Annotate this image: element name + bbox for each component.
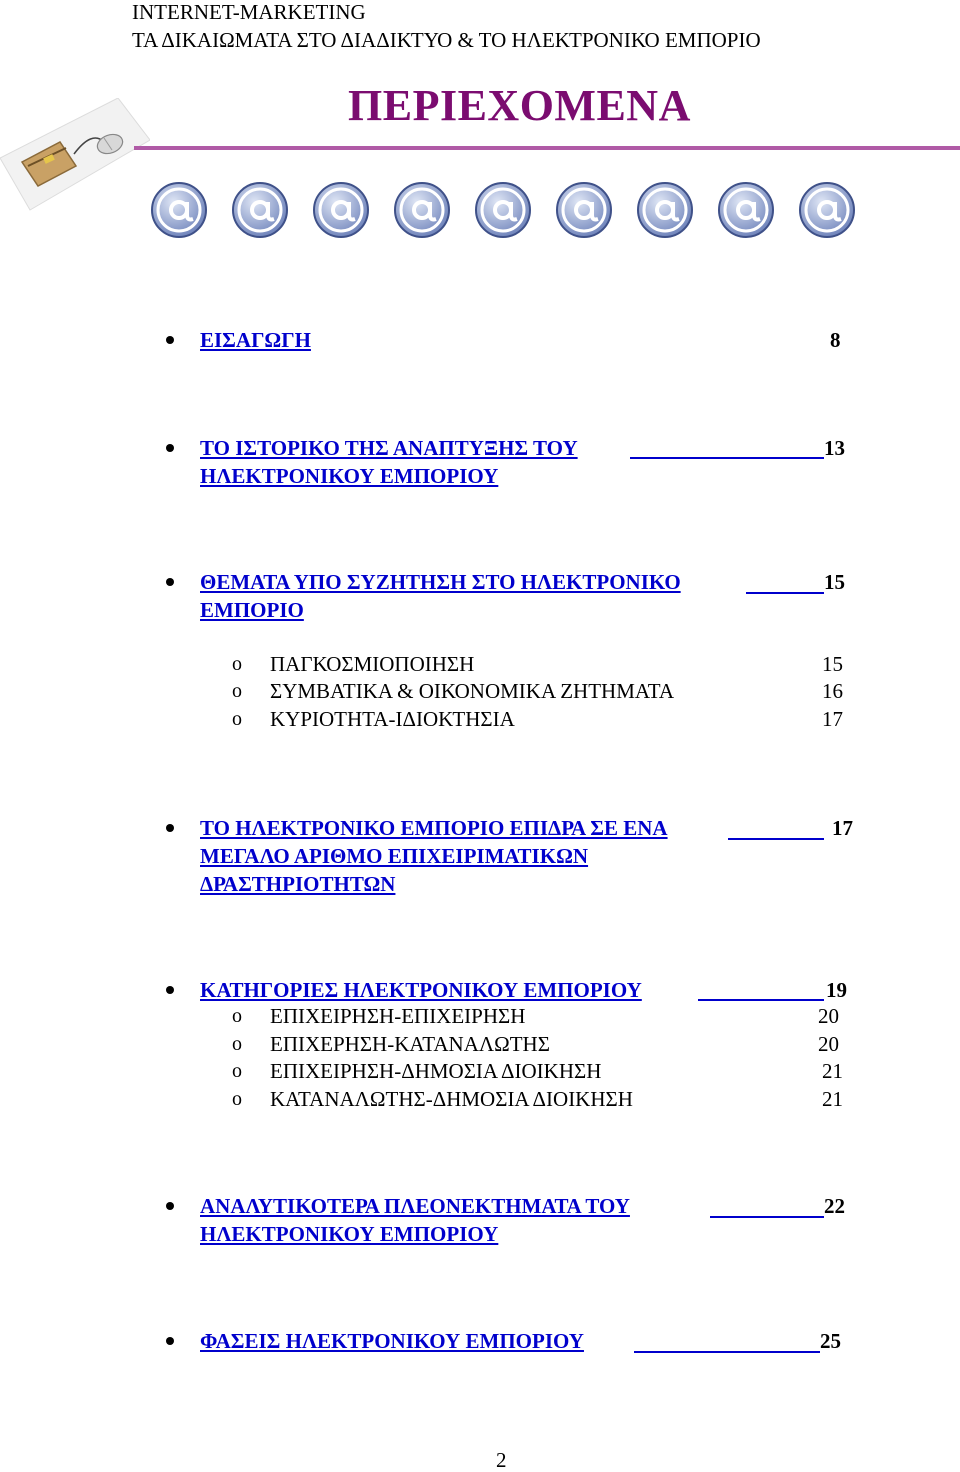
- toc-entry-impact[interactable]: [200, 814, 668, 842]
- at-sign-icon: [150, 181, 208, 239]
- mouse-trap-icon: [0, 98, 150, 213]
- toc-entry-label: ΕΙΣΑΓΩΓΗ: [200, 328, 311, 352]
- toc-subentry: ΣΥΜΒΑΤΙΚΑ & ΟΙΚΟΝΟΜΙΚΑ ΖΗΤΗΜΑΤΑ: [270, 679, 675, 703]
- toc-subentry-page: 15: [822, 652, 843, 676]
- toc-entry-phases[interactable]: [200, 1327, 584, 1355]
- toc-page-number: 17: [832, 816, 853, 840]
- at-sign-icon: [312, 181, 370, 239]
- toc-subentry-page: 21: [822, 1087, 843, 1111]
- at-sign-icon: [636, 181, 694, 239]
- toc-leader-line: [710, 1216, 824, 1218]
- toc-subentry-page: 17: [822, 707, 843, 731]
- page-title: ΠΕΡΙΕΧΟΜΕΝΑ: [348, 81, 691, 130]
- toc-bullet: [166, 824, 174, 832]
- toc-entry-categories[interactable]: [200, 976, 642, 1004]
- toc-entry-advantages[interactable]: [200, 1192, 630, 1220]
- toc-entry-advantages-continued[interactable]: [200, 1220, 498, 1248]
- at-sign-icon: [798, 181, 856, 239]
- at-sign-icon: [231, 181, 289, 239]
- at-icon-row: [150, 181, 856, 239]
- toc-subentry-page: 16: [822, 679, 843, 703]
- toc-page-number: 13: [824, 436, 845, 460]
- toc-bullet: [166, 336, 174, 344]
- toc-bullet: [166, 1337, 174, 1345]
- at-sign-icon: [717, 181, 775, 239]
- toc-entry-label: ΔΡΑΣΤΗΡΙΟΤΗΤΩΝ: [200, 872, 396, 896]
- toc-entry-history-continued[interactable]: [200, 462, 498, 490]
- at-sign-icon: [474, 181, 532, 239]
- toc-entry-label: ΚΑΤΗΓΟΡΙΕΣ ΗΛΕΚΤΡΟΝΙΚΟΥ ΕΜΠΟΡΙΟΥ: [200, 978, 642, 1002]
- toc-leader-line: [698, 999, 824, 1001]
- toc-entry-history[interactable]: [200, 434, 578, 462]
- toc-entry-label: ΜΕΓΑΛΟ ΑΡΙΘΜΟ ΕΠΙΧΕΙΡΙΜΑΤΙΚΩΝ: [200, 844, 589, 868]
- sub-bullet: o: [232, 1088, 242, 1110]
- toc-bullet: [166, 578, 174, 586]
- toc-entry-label: ΘΕΜΑΤΑ ΥΠΟ ΣΥΖΗΤΗΣΗ ΣΤΟ ΗΛΕΚΤΡΟΝΙΚΟ: [200, 570, 681, 594]
- at-sign-icon: [393, 181, 451, 239]
- toc-entry-label: ΗΛΕΚΤΡΟΝΙΚΟΥ ΕΜΠΟΡΙΟΥ: [200, 1222, 499, 1246]
- toc-entry-topics[interactable]: [200, 568, 681, 596]
- page-number: 2: [496, 1448, 507, 1472]
- sub-bullet: o: [232, 1005, 242, 1027]
- document-header-subtitle: ΤΑ ΔΙΚΑΙΩΜΑΤΑ ΣΤΟ ΔΙΑΔΙΚΤΥΟ & ΤΟ ΗΛΕΚΤΡΟΝΙΚΟ ΕΜΠΟΡΙΟ: [132, 28, 761, 52]
- toc-subentry: ΠΑΓΚΟΣΜΙΟΠΟΙΗΣΗ: [270, 652, 475, 676]
- toc-subentry: ΚΥΡΙΟΤΗΤΑ-ΙΔΙΟΚΤΗΣΙΑ: [270, 707, 515, 731]
- toc-bullet: [166, 444, 174, 452]
- toc-page-number: 8: [830, 328, 841, 352]
- toc-entry-label: ΦΑΣΕΙΣ ΗΛΕΚΤΡΟΝΙΚΟΥ ΕΜΠΟΡΙΟΥ: [200, 1329, 584, 1353]
- toc-leader-line: [746, 592, 824, 594]
- toc-page-number: 15: [824, 570, 845, 594]
- toc-subentry: ΕΠΙΧΕΙΡΗΣΗ-ΔΗΜΟΣΙΑ ΔΙΟΙΚΗΣΗ: [270, 1059, 602, 1083]
- toc-bullet: [166, 986, 174, 994]
- at-sign-icon: [555, 181, 613, 239]
- toc-subentry-page: 21: [822, 1059, 843, 1083]
- sub-bullet: o: [232, 653, 242, 675]
- toc-entry-label: ΤΟ ΙΣΤΟΡΙΚΟ ΤΗΣ ΑΝΑΠΤΥΞΗΣ ΤΟΥ: [200, 436, 578, 460]
- toc-page-number: 22: [824, 1194, 845, 1218]
- toc-leader-line: [634, 1351, 820, 1353]
- toc-subentry: ΚΑΤΑΝΑΛΩΤΗΣ-ΔΗΜΟΣΙΑ ΔΙΟΙΚΗΣΗ: [270, 1087, 633, 1111]
- toc-subentry: ΕΠΙΧΕΡΗΣΗ-ΚΑΤΑΝΑΛΩΤΗΣ: [270, 1032, 550, 1056]
- toc-leader-line: [728, 838, 824, 840]
- sub-bullet: o: [232, 708, 242, 730]
- toc-entry-introduction[interactable]: [200, 326, 311, 354]
- toc-subentry: ΕΠΙΧΕΙΡΗΣΗ-ΕΠΙΧΕΙΡΗΣΗ: [270, 1004, 526, 1028]
- document-header-title: INTERNET-MARKETING: [132, 0, 366, 24]
- toc-entry-impact-continued[interactable]: [200, 842, 588, 870]
- toc-entry-topics-continued[interactable]: [200, 596, 304, 624]
- toc-entry-label: ΑΝΑΛΥΤΙΚΟΤΕΡΑ ΠΛΕΟΝΕΚΤΗΜΑΤΑ ΤΟΥ: [200, 1194, 630, 1218]
- toc-entry-label: ΗΛΕΚΤΡΟΝΙΚΟΥ ΕΜΠΟΡΙΟΥ: [200, 464, 499, 488]
- sub-bullet: o: [232, 680, 242, 702]
- toc-subentry-page: 20: [818, 1004, 839, 1028]
- toc-entry-label: ΤΟ ΗΛΕΚΤΡΟΝΙΚΟ ΕΜΠΟΡΙΟ ΕΠΙΔΡΑ ΣΕ ΕΝΑ: [200, 816, 668, 840]
- toc-leader-line: [630, 457, 824, 459]
- toc-entry-label: ΕΜΠΟΡΙΟ: [200, 598, 304, 622]
- toc-bullet: [166, 1202, 174, 1210]
- sub-bullet: o: [232, 1033, 242, 1055]
- toc-entry-impact-continued[interactable]: [200, 870, 395, 898]
- toc-page-number: 25: [820, 1329, 841, 1353]
- toc-page-number: 19: [826, 978, 847, 1002]
- sub-bullet: o: [232, 1060, 242, 1082]
- title-underline-rule: [134, 146, 960, 150]
- toc-subentry-page: 20: [818, 1032, 839, 1056]
